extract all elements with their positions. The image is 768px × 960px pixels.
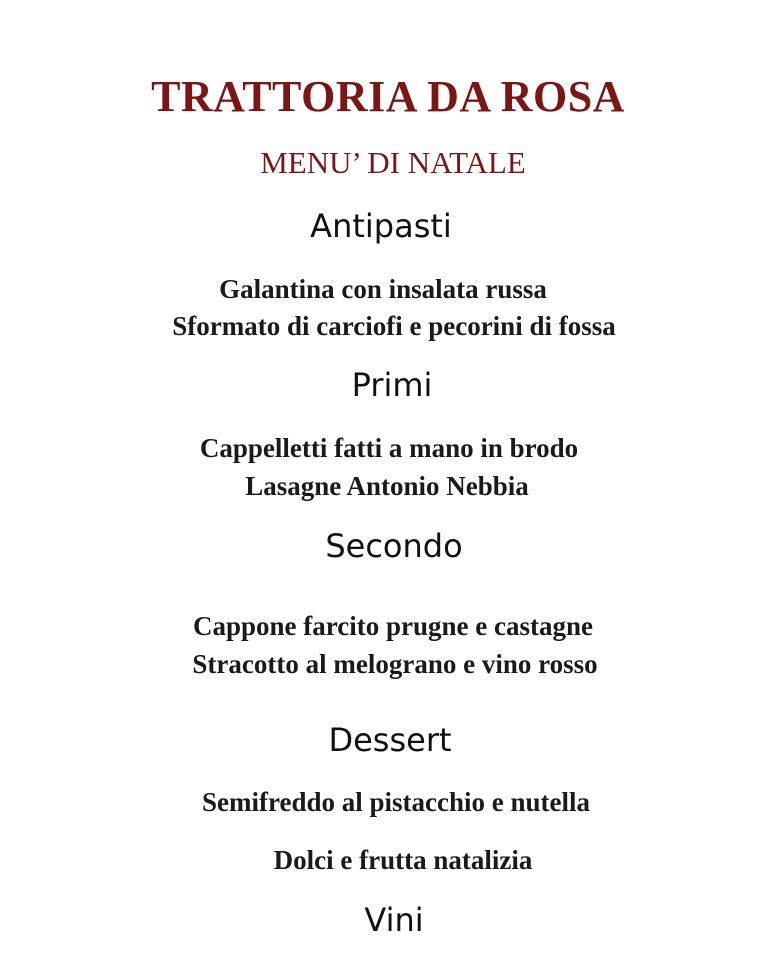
dish-item: Cappone farcito prugne e castagne	[193, 611, 593, 641]
dish-item: Stracotto al melograno e vino rosso	[192, 649, 598, 679]
section-heading-vini: Vini	[364, 901, 424, 939]
section-heading-secondo: Secondo	[325, 527, 463, 565]
dish-item: Lasagne Antonio Nebbia	[245, 471, 529, 501]
section-heading-antipasti: Antipasti	[310, 207, 452, 245]
dish-item: Semifreddo al pistacchio e nutella	[202, 787, 590, 817]
section-heading-primi: Primi	[351, 366, 433, 404]
dish-item: Cappelletti fatti a mano in brodo	[199, 433, 579, 463]
dish-item: Dolci e frutta natalizia	[273, 845, 533, 875]
dish-item: Sformato di carciofi e pecorini di fossa	[172, 311, 616, 341]
restaurant-title: TRATTORIA DA ROSA	[151, 72, 625, 121]
dish-item: Galantina con insalata russa	[219, 274, 547, 304]
section-heading-dessert: Dessert	[328, 721, 452, 759]
menu-subtitle: MENU’ DI NATALE	[260, 145, 526, 180]
